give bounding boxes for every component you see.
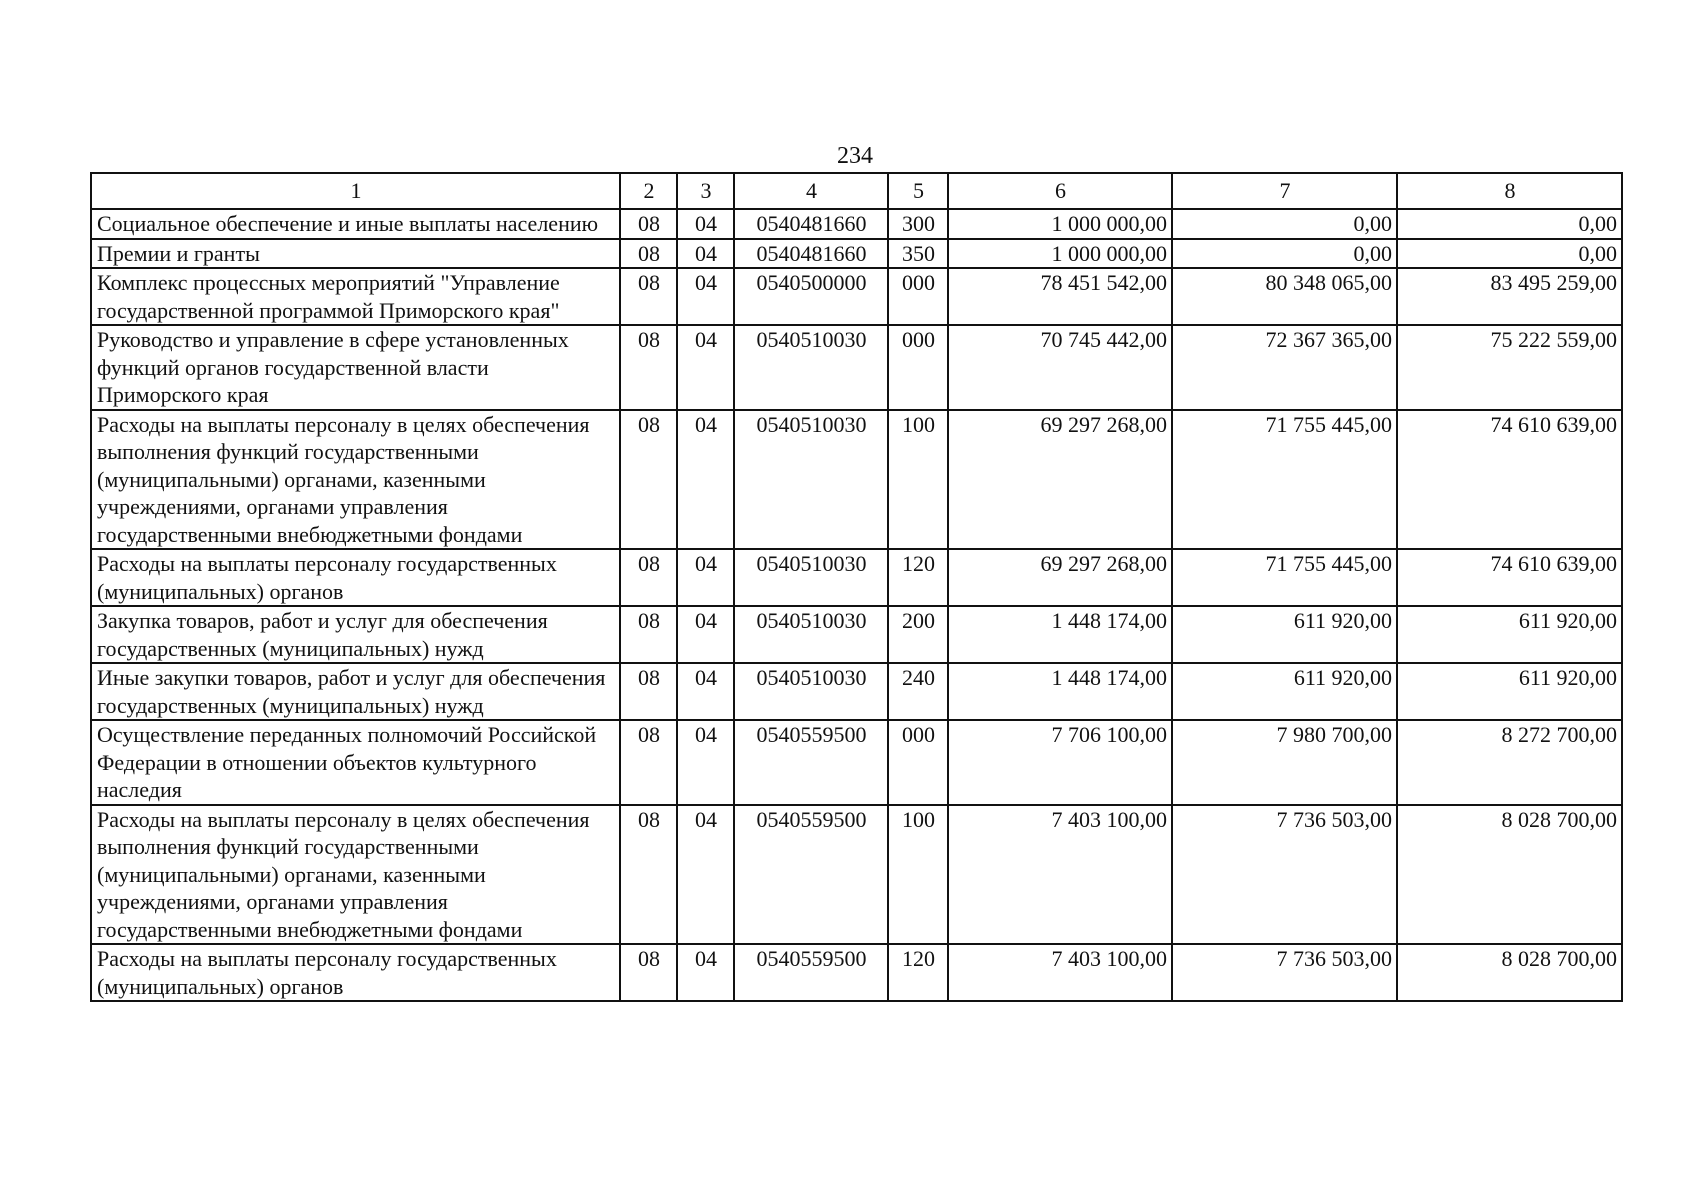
row-name: Комплекс процессных мероприятий "Управление государственной программой Приморского края" [91, 268, 620, 325]
row-amount-6: 70 745 442,00 [948, 325, 1172, 410]
row-target-code: 0540510030 [734, 325, 888, 410]
row-target-code: 0540481660 [734, 209, 888, 239]
row-name: Социальное обеспечение и иные выплаты населению [91, 209, 620, 239]
row-subsection: 04 [677, 663, 734, 720]
row-name: Расходы на выплаты персоналу государственных (муниципальных) органов [91, 944, 620, 1001]
table-row [91, 209, 1622, 239]
row-target-code: 0540559500 [734, 944, 888, 1001]
row-expense-type: 000 [888, 720, 948, 805]
table-row [91, 805, 1622, 945]
row-amount-8: 611 920,00 [1397, 606, 1622, 663]
table-row [91, 720, 1622, 805]
table-row [91, 606, 1622, 663]
row-target-code: 0540559500 [734, 805, 888, 945]
row-name: Иные закупки товаров, работ и услуг для обеспечения государственных (муниципальных) нужд [91, 663, 620, 720]
row-amount-6: 7 706 100,00 [948, 720, 1172, 805]
row-amount-7: 71 755 445,00 [1172, 410, 1397, 550]
row-subsection: 04 [677, 325, 734, 410]
row-subsection: 04 [677, 410, 734, 550]
header-col-2: 2 [620, 173, 677, 209]
row-amount-6: 1 448 174,00 [948, 663, 1172, 720]
row-amount-7: 611 920,00 [1172, 663, 1397, 720]
row-subsection: 04 [677, 239, 734, 269]
header-col-5: 5 [888, 173, 948, 209]
row-amount-7: 611 920,00 [1172, 606, 1397, 663]
row-expense-type: 000 [888, 268, 948, 325]
row-section: 08 [620, 209, 677, 239]
row-amount-7: 0,00 [1172, 239, 1397, 269]
row-subsection: 04 [677, 549, 734, 606]
row-subsection: 04 [677, 268, 734, 325]
header-col-6: 6 [948, 173, 1172, 209]
row-amount-7: 72 367 365,00 [1172, 325, 1397, 410]
table-row [91, 239, 1622, 269]
row-subsection: 04 [677, 606, 734, 663]
table-header-row [91, 173, 1622, 209]
row-section: 08 [620, 325, 677, 410]
row-section: 08 [620, 663, 677, 720]
row-subsection: 04 [677, 209, 734, 239]
row-amount-7: 7 736 503,00 [1172, 805, 1397, 945]
row-expense-type: 100 [888, 410, 948, 550]
row-amount-7: 7 980 700,00 [1172, 720, 1397, 805]
row-amount-6: 1 448 174,00 [948, 606, 1172, 663]
row-amount-6: 78 451 542,00 [948, 268, 1172, 325]
header-col-4: 4 [734, 173, 888, 209]
row-name: Закупка товаров, работ и услуг для обеспечения государственных (муниципальных) нужд [91, 606, 620, 663]
row-amount-6: 69 297 268,00 [948, 549, 1172, 606]
table-row [91, 268, 1622, 325]
row-amount-8: 0,00 [1397, 239, 1622, 269]
row-target-code: 0540481660 [734, 239, 888, 269]
row-target-code: 0540510030 [734, 606, 888, 663]
row-subsection: 04 [677, 805, 734, 945]
row-target-code: 0540510030 [734, 549, 888, 606]
row-amount-7: 71 755 445,00 [1172, 549, 1397, 606]
row-amount-6: 7 403 100,00 [948, 944, 1172, 1001]
header-col-8: 8 [1397, 173, 1622, 209]
row-section: 08 [620, 410, 677, 550]
row-name: Расходы на выплаты персоналу государственных (муниципальных) органов [91, 549, 620, 606]
row-name: Руководство и управление в сфере установленных функций органов государственной власти Приморского края [91, 325, 620, 410]
row-amount-8: 8 028 700,00 [1397, 805, 1622, 945]
row-amount-8: 8 272 700,00 [1397, 720, 1622, 805]
row-amount-7: 0,00 [1172, 209, 1397, 239]
row-expense-type: 120 [888, 549, 948, 606]
row-section: 08 [620, 944, 677, 1001]
row-expense-type: 000 [888, 325, 948, 410]
row-amount-8: 8 028 700,00 [1397, 944, 1622, 1001]
row-amount-6: 69 297 268,00 [948, 410, 1172, 550]
table-row [91, 944, 1622, 1001]
row-amount-8: 74 610 639,00 [1397, 410, 1622, 550]
row-amount-6: 1 000 000,00 [948, 239, 1172, 269]
row-amount-8: 75 222 559,00 [1397, 325, 1622, 410]
row-expense-type: 240 [888, 663, 948, 720]
row-amount-8: 611 920,00 [1397, 663, 1622, 720]
header-col-7: 7 [1172, 173, 1397, 209]
row-section: 08 [620, 268, 677, 325]
row-target-code: 0540500000 [734, 268, 888, 325]
row-amount-8: 0,00 [1397, 209, 1622, 239]
table-row [91, 549, 1622, 606]
row-subsection: 04 [677, 944, 734, 1001]
row-target-code: 0540510030 [734, 410, 888, 550]
row-expense-type: 350 [888, 239, 948, 269]
row-section: 08 [620, 805, 677, 945]
row-expense-type: 120 [888, 944, 948, 1001]
row-amount-8: 74 610 639,00 [1397, 549, 1622, 606]
row-amount-7: 80 348 065,00 [1172, 268, 1397, 325]
row-expense-type: 300 [888, 209, 948, 239]
table-row [91, 663, 1622, 720]
row-name: Расходы на выплаты персоналу в целях обеспечения выполнения функций государственными (муниципальными) органами, казенными учреждениями, органами управления государственными внебюджетными фондами [91, 805, 620, 945]
budget-table [90, 172, 1623, 1002]
row-section: 08 [620, 239, 677, 269]
table-row [91, 410, 1622, 550]
row-section: 08 [620, 720, 677, 805]
row-name: Премии и гранты [91, 239, 620, 269]
row-name: Осуществление переданных полномочий Российской Федерации в отношении объектов культурного наследия [91, 720, 620, 805]
row-amount-7: 7 736 503,00 [1172, 944, 1397, 1001]
row-target-code: 0540510030 [734, 663, 888, 720]
row-section: 08 [620, 606, 677, 663]
row-amount-6: 1 000 000,00 [948, 209, 1172, 239]
row-amount-6: 7 403 100,00 [948, 805, 1172, 945]
row-name: Расходы на выплаты персоналу в целях обеспечения выполнения функций государственными (муниципальными) органами, казенными учреждениями, органами управления государственными внебюджетными фондами [91, 410, 620, 550]
row-section: 08 [620, 549, 677, 606]
row-expense-type: 200 [888, 606, 948, 663]
row-target-code: 0540559500 [734, 720, 888, 805]
header-col-1: 1 [91, 173, 620, 209]
row-subsection: 04 [677, 720, 734, 805]
row-expense-type: 100 [888, 805, 948, 945]
row-amount-8: 83 495 259,00 [1397, 268, 1622, 325]
header-col-3: 3 [677, 173, 734, 209]
page-number: 234 [837, 143, 873, 169]
table-row [91, 325, 1622, 410]
